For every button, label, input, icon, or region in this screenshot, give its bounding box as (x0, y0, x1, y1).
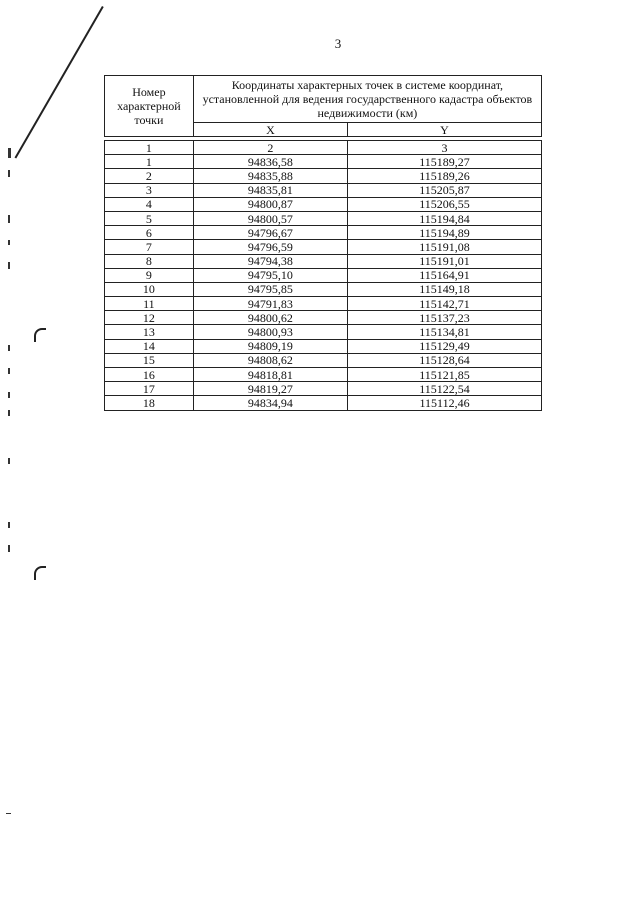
scan-mark (8, 368, 10, 374)
point-number-cell: 13 (105, 325, 194, 339)
page-number: 3 (334, 36, 342, 51)
x-coordinate-cell: 94796,67 (193, 226, 347, 240)
scan-mark (8, 522, 10, 528)
scan-line-artifact (15, 6, 104, 159)
scan-mark (8, 240, 10, 245)
scan-mark (8, 545, 10, 552)
hole-punch-mark (34, 328, 46, 342)
y-coordinate-cell: 115194,84 (348, 211, 542, 225)
table-row (105, 368, 542, 382)
column-number: 3 (348, 141, 542, 155)
y-coordinate-cell: 115206,55 (348, 197, 542, 211)
scan-mark (8, 410, 10, 416)
point-number-cell: 6 (105, 226, 194, 240)
table-row (105, 169, 542, 183)
x-coordinate-cell: 94791,83 (193, 297, 347, 311)
x-coordinate-cell: 94800,57 (193, 211, 347, 225)
scan-mark (8, 215, 10, 223)
point-number-cell: 18 (105, 396, 194, 410)
x-coordinate-cell: 94795,85 (193, 282, 347, 296)
point-number-cell: 11 (105, 297, 194, 311)
table-body (105, 155, 542, 410)
y-coordinate-cell: 115191,01 (348, 254, 542, 268)
y-coordinate-cell: 115121,85 (348, 368, 542, 382)
x-coordinate-cell: 94800,62 (193, 311, 347, 325)
table-row (105, 339, 542, 353)
table-row (105, 240, 542, 254)
table-row (105, 311, 542, 325)
x-coordinate-cell: 94808,62 (193, 353, 347, 367)
table-row (105, 353, 542, 367)
table-row (105, 197, 542, 211)
x-coordinate-cell: 94835,88 (193, 169, 347, 183)
y-coordinate-cell: 115189,26 (348, 169, 542, 183)
point-number-cell: 15 (105, 353, 194, 367)
point-number-cell: 1 (105, 155, 194, 169)
y-coordinate-cell: 115134,81 (348, 325, 542, 339)
point-number-cell: 16 (105, 368, 194, 382)
y-coordinate-cell: 115191,08 (348, 240, 542, 254)
point-number-cell: 14 (105, 339, 194, 353)
x-coordinate-cell: 94836,58 (193, 155, 347, 169)
header-y: Y (348, 123, 542, 137)
point-number-cell: 10 (105, 282, 194, 296)
point-number-cell: 12 (105, 311, 194, 325)
point-number-cell: 4 (105, 197, 194, 211)
table-row (105, 254, 542, 268)
table-row (105, 183, 542, 197)
point-number-cell: 3 (105, 183, 194, 197)
y-coordinate-cell: 115112,46 (348, 396, 542, 410)
point-number-cell: 8 (105, 254, 194, 268)
point-number-cell: 2 (105, 169, 194, 183)
table-row (105, 211, 542, 225)
x-coordinate-cell: 94818,81 (193, 368, 347, 382)
header-x: X (193, 123, 347, 137)
scan-mark (6, 813, 11, 814)
y-coordinate-cell: 115128,64 (348, 353, 542, 367)
scan-mark (8, 148, 11, 158)
x-coordinate-cell: 94794,38 (193, 254, 347, 268)
x-coordinate-cell: 94835,81 (193, 183, 347, 197)
table-row (105, 297, 542, 311)
x-coordinate-cell: 94809,19 (193, 339, 347, 353)
scan-mark (8, 392, 10, 398)
scan-mark (8, 262, 10, 269)
y-coordinate-cell: 115142,71 (348, 297, 542, 311)
scan-mark (8, 345, 10, 351)
y-coordinate-cell: 115194,89 (348, 226, 542, 240)
x-coordinate-cell: 94795,10 (193, 268, 347, 282)
header-point-number: Номер характерной точки (105, 76, 194, 137)
x-coordinate-cell: 94800,87 (193, 197, 347, 211)
scan-mark (8, 170, 10, 177)
table-row (105, 325, 542, 339)
point-number-cell: 9 (105, 268, 194, 282)
table-row (105, 282, 542, 296)
x-coordinate-cell: 94800,93 (193, 325, 347, 339)
hole-punch-mark (34, 566, 46, 580)
table-row (105, 268, 542, 282)
point-number-cell: 17 (105, 382, 194, 396)
scan-mark (8, 458, 10, 464)
y-coordinate-cell: 115189,27 (348, 155, 542, 169)
header-coordinates-group: Координаты характерных точек в системе координат, установленной для ведения государственного кадастра объектов недвижимости (км) (193, 76, 541, 123)
table-row (105, 396, 542, 410)
y-coordinate-cell: 115205,87 (348, 183, 542, 197)
table-row (105, 226, 542, 240)
y-coordinate-cell: 115129,49 (348, 339, 542, 353)
table-row (105, 155, 542, 169)
y-coordinate-cell: 115137,23 (348, 311, 542, 325)
y-coordinate-cell: 115164,91 (348, 268, 542, 282)
point-number-cell: 7 (105, 240, 194, 254)
table-row (105, 382, 542, 396)
column-numbers-row (105, 141, 542, 155)
point-number-cell: 5 (105, 211, 194, 225)
x-coordinate-cell: 94819,27 (193, 382, 347, 396)
coordinates-table (104, 75, 542, 411)
column-number: 2 (193, 141, 347, 155)
y-coordinate-cell: 115122,54 (348, 382, 542, 396)
x-coordinate-cell: 94796,59 (193, 240, 347, 254)
y-coordinate-cell: 115149,18 (348, 282, 542, 296)
x-coordinate-cell: 94834,94 (193, 396, 347, 410)
column-number: 1 (105, 141, 194, 155)
